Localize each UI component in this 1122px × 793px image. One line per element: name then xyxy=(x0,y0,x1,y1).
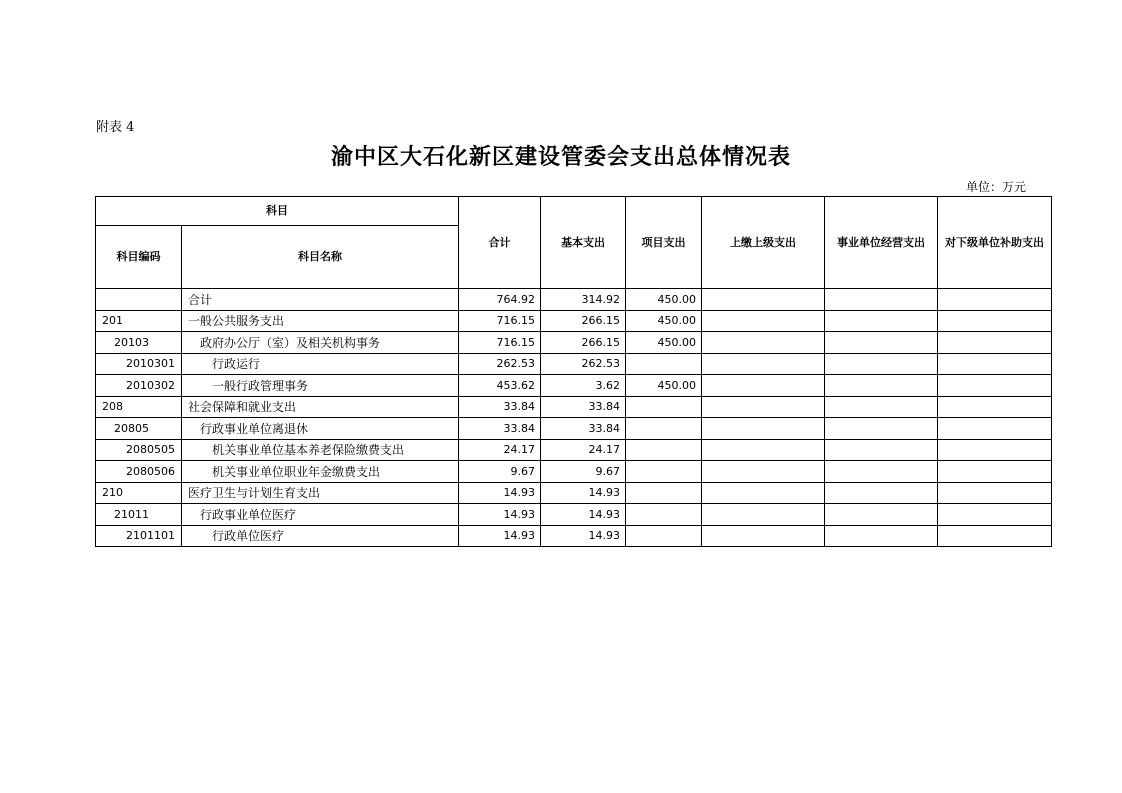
cell-business xyxy=(825,289,938,311)
table-row xyxy=(96,353,1052,375)
cell-subsidy xyxy=(938,396,1052,418)
cell-project xyxy=(626,461,702,483)
header-code: 科目编码 xyxy=(96,226,182,289)
cell-name: 医疗卫生与计划生育支出 xyxy=(182,482,459,504)
cell-project: 450.00 xyxy=(626,375,702,397)
table-row xyxy=(96,396,1052,418)
annex-label: 附表 4 xyxy=(96,120,135,135)
table-row xyxy=(96,375,1052,397)
cell-name: 一般行政管理事务 xyxy=(182,375,459,397)
cell-code: 20103 xyxy=(96,332,182,354)
cell-project xyxy=(626,504,702,526)
cell-name: 机关事业单位基本养老保险缴费支出 xyxy=(182,439,459,461)
cell-business xyxy=(825,353,938,375)
cell-business xyxy=(825,504,938,526)
table-row xyxy=(96,418,1052,440)
table-row xyxy=(96,504,1052,526)
cell-basic: 262.53 xyxy=(541,353,626,375)
cell-business xyxy=(825,461,938,483)
cell-code: 2010301 xyxy=(96,353,182,375)
cell-project: 450.00 xyxy=(626,289,702,311)
cell-business xyxy=(825,375,938,397)
expenditure-table xyxy=(95,196,1052,547)
cell-code: 2010302 xyxy=(96,375,182,397)
cell-upper xyxy=(702,418,825,440)
cell-basic: 14.93 xyxy=(541,525,626,547)
cell-name: 行政事业单位离退休 xyxy=(182,418,459,440)
cell-upper xyxy=(702,439,825,461)
cell-upper xyxy=(702,396,825,418)
page-title: 渝中区大石化新区建设管委会支出总体情况表 xyxy=(330,144,791,170)
cell-total: 33.84 xyxy=(459,418,541,440)
cell-total: 716.15 xyxy=(459,332,541,354)
table-row xyxy=(96,332,1052,354)
table-row xyxy=(96,461,1052,483)
cell-upper xyxy=(702,504,825,526)
cell-total: 9.67 xyxy=(459,461,541,483)
cell-subsidy xyxy=(938,332,1052,354)
cell-basic: 33.84 xyxy=(541,396,626,418)
cell-subsidy xyxy=(938,504,1052,526)
cell-subsidy xyxy=(938,289,1052,311)
cell-code: 2080505 xyxy=(96,439,182,461)
cell-code: 2101101 xyxy=(96,525,182,547)
cell-name: 政府办公厅（室）及相关机构事务 xyxy=(182,332,459,354)
header-subsidy: 对下级单位补助支出 xyxy=(938,197,1052,289)
table-row xyxy=(96,439,1052,461)
cell-name: 一般公共服务支出 xyxy=(182,310,459,332)
cell-subsidy xyxy=(938,375,1052,397)
cell-basic: 266.15 xyxy=(541,310,626,332)
cell-project: 450.00 xyxy=(626,332,702,354)
cell-total: 453.62 xyxy=(459,375,541,397)
cell-upper xyxy=(702,482,825,504)
cell-code xyxy=(96,289,182,311)
cell-subsidy xyxy=(938,439,1052,461)
cell-basic: 314.92 xyxy=(541,289,626,311)
cell-subsidy xyxy=(938,353,1052,375)
cell-basic: 24.17 xyxy=(541,439,626,461)
cell-upper xyxy=(702,375,825,397)
cell-subsidy xyxy=(938,418,1052,440)
cell-upper xyxy=(702,461,825,483)
cell-project xyxy=(626,353,702,375)
cell-total: 24.17 xyxy=(459,439,541,461)
header-business: 事业单位经营支出 xyxy=(825,197,938,289)
cell-upper xyxy=(702,332,825,354)
cell-basic: 266.15 xyxy=(541,332,626,354)
cell-project xyxy=(626,439,702,461)
header-total: 合计 xyxy=(459,197,541,289)
cell-total: 33.84 xyxy=(459,396,541,418)
cell-total: 14.93 xyxy=(459,525,541,547)
cell-upper xyxy=(702,353,825,375)
cell-basic: 33.84 xyxy=(541,418,626,440)
cell-total: 14.93 xyxy=(459,504,541,526)
cell-upper xyxy=(702,310,825,332)
table-row xyxy=(96,310,1052,332)
cell-project xyxy=(626,525,702,547)
cell-business xyxy=(825,396,938,418)
cell-total: 764.92 xyxy=(459,289,541,311)
cell-code: 2080506 xyxy=(96,461,182,483)
cell-subsidy xyxy=(938,525,1052,547)
cell-code: 208 xyxy=(96,396,182,418)
cell-name: 机关事业单位职业年金缴费支出 xyxy=(182,461,459,483)
cell-project xyxy=(626,396,702,418)
cell-total: 716.15 xyxy=(459,310,541,332)
table-body xyxy=(96,289,1052,547)
cell-basic: 14.93 xyxy=(541,482,626,504)
header-basic: 基本支出 xyxy=(541,197,626,289)
cell-basic: 3.62 xyxy=(541,375,626,397)
cell-code: 20805 xyxy=(96,418,182,440)
cell-business xyxy=(825,310,938,332)
cell-total: 262.53 xyxy=(459,353,541,375)
cell-subsidy xyxy=(938,482,1052,504)
table-row xyxy=(96,289,1052,311)
cell-name: 行政单位医疗 xyxy=(182,525,459,547)
cell-upper xyxy=(702,525,825,547)
cell-project: 450.00 xyxy=(626,310,702,332)
unit-label: 单位：万元 xyxy=(966,180,1027,194)
cell-business xyxy=(825,525,938,547)
cell-basic: 9.67 xyxy=(541,461,626,483)
cell-code: 21011 xyxy=(96,504,182,526)
cell-name: 合计 xyxy=(182,289,459,311)
cell-business xyxy=(825,418,938,440)
cell-subsidy xyxy=(938,310,1052,332)
cell-name: 社会保障和就业支出 xyxy=(182,396,459,418)
cell-total: 14.93 xyxy=(459,482,541,504)
cell-name: 行政事业单位医疗 xyxy=(182,504,459,526)
header-name: 科目名称 xyxy=(182,226,459,289)
cell-code: 201 xyxy=(96,310,182,332)
cell-business xyxy=(825,439,938,461)
cell-project xyxy=(626,418,702,440)
table-row xyxy=(96,525,1052,547)
cell-name: 行政运行 xyxy=(182,353,459,375)
header-upper: 上缴上级支出 xyxy=(702,197,825,289)
table-row xyxy=(96,482,1052,504)
cell-code: 210 xyxy=(96,482,182,504)
cell-project xyxy=(626,482,702,504)
cell-upper xyxy=(702,289,825,311)
cell-subsidy xyxy=(938,461,1052,483)
cell-business xyxy=(825,332,938,354)
header-subject: 科目 xyxy=(96,197,459,226)
header-project: 项目支出 xyxy=(626,197,702,289)
cell-business xyxy=(825,482,938,504)
cell-basic: 14.93 xyxy=(541,504,626,526)
